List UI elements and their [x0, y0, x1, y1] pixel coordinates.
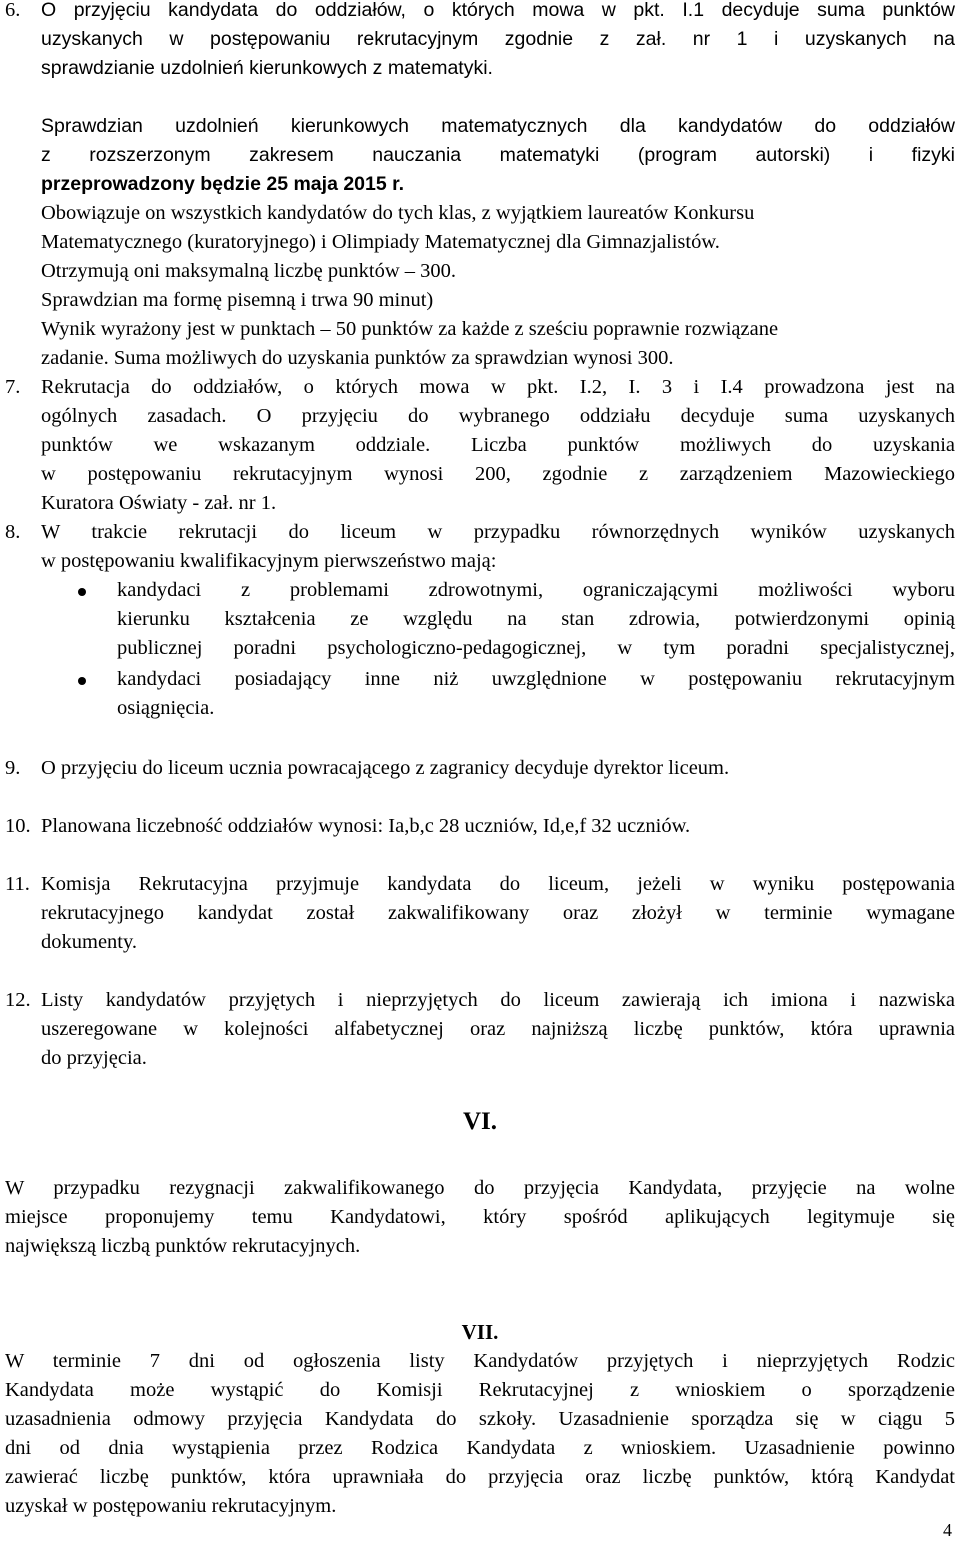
item-7-text: [41, 373, 955, 518]
section-vii-line: W terminie 7 dni od ogłoszenia listy Kandydatów przyjętych i nieprzyjętych Rodzic: [5, 1350, 955, 1372]
item-9-line: O przyjęciu do liceum ucznia powracającego z zagranicy decyduje dyrektor liceum.: [41, 757, 730, 779]
obligation-line: Otrzymują oni maksymalną liczbę punktów – 300.: [41, 260, 457, 282]
item-11-line: Komisja Rekrutacyjna przyjmuje kandydata do liceum, jeżeli w wyniku postępowania: [41, 873, 955, 895]
section-vii-line: uzasadnienia odmowy przyjęcia Kandydata do szkoły. Uzasadnienie sporządza się w ciągu 5: [5, 1408, 955, 1430]
item-8-number: 8.: [5, 521, 21, 543]
section-vii-line: Kandydata może wystąpić do Komisji Rekrutacyjnej z wnioskiem o sporządzenie: [5, 1379, 955, 1401]
obligation-line: Wynik wyrażony jest w punktach – 50 punktów za każde z sześciu poprawnie rozwiązane: [41, 318, 779, 340]
section-vii-line: uzyskał w postępowaniu rekrutacyjnym.: [5, 1495, 337, 1517]
item-6-line: sprawdzianie uzdolnień kierunkowych z matematyki.: [41, 57, 493, 79]
item-10-line: Planowana liczebność oddziałów wynosi: Ia,b,c 28 uczniów, Id,e,f 32 uczniów.: [41, 815, 691, 837]
section-vi-text: [5, 1174, 955, 1261]
obligation-line: Sprawdzian ma formę pisemną i trwa 90 minut): [41, 289, 434, 311]
item-7-number: 7.: [5, 376, 21, 398]
item-8-line: W trakcie rekrutacji do liceum w przypadku równorzędnych wyników uzyskanych: [41, 521, 955, 543]
item-7-line: punktów we wskazanym oddziale. Liczba punktów możliwych do uzyskania: [41, 434, 955, 456]
item-12-line: uszeregowane w kolejności alfabetycznej oraz najniższą liczbę punktów, która uprawnia: [41, 1018, 955, 1040]
item-11-line: rekrutacyjnego kandydat został zakwalifikowany oraz złożył w terminie wymagane: [41, 902, 955, 924]
item-7-line: ogólnych zasadach. O przyjęciu do wybranego oddziału decyduje suma uzyskanych: [41, 405, 955, 427]
item-12-number: 12.: [5, 989, 31, 1011]
item-9-text: [41, 754, 955, 783]
obligation-line: Obowiązuje on wszystkich kandydatów do tych klas, z wyjątkiem laureatów Konkursu: [41, 202, 755, 224]
item-6-number: 6.: [5, 0, 21, 21]
section-vii-heading: VII.: [461, 1320, 499, 1344]
section-vii-line: dni od dnia wystąpienia przez Rodzica Kandydata z wnioskiem. Uzasadnienie powinno: [5, 1437, 955, 1459]
section-vi-line: W przypadku rezygnacji zakwalifikowanego do przyjęcia Kandydata, przyjęcie na wolne: [5, 1177, 955, 1199]
section-vii-text: [5, 1347, 955, 1521]
item-6-line: uzyskanych w postępowaniu rekrutacyjnym zgodnie z zał. nr 1 i uzyskanych na: [41, 28, 955, 50]
item-12-line: do przyjęcia.: [41, 1047, 147, 1069]
item-7-line: Kuratora Oświaty - zał. nr 1.: [41, 492, 277, 514]
item-11-number: 11.: [5, 873, 30, 895]
bullet-icon: [78, 677, 86, 685]
section-vi-heading: VI.: [462, 1108, 498, 1135]
sprawdzian-line: z rozszerzonym zakresem nauczania matematyki (program autorski) i fizyki: [41, 144, 955, 166]
bullet-line: publicznej poradni psychologiczno-pedagogicznej, w tym poradni specjalistycznej,: [117, 637, 955, 659]
bullet-line: osiągnięcia.: [117, 697, 215, 719]
item-7-line: w postępowaniu rekrutacyjnym wynosi 200, zgodnie z zarządzeniem Mazowieckiego: [41, 463, 955, 485]
item-6-line: O przyjęciu kandydata do oddziałów, o których mowa w pkt. I.1 decyduje suma punktów: [41, 0, 955, 21]
item-9-number: 9.: [5, 757, 21, 779]
item-11-text: [41, 870, 955, 957]
item-11-line: dokumenty.: [41, 931, 138, 953]
sprawdzian-line: Sprawdzian uzdolnień kierunkowych matematycznych dla kandydatów do oddziałów: [41, 115, 955, 137]
bullet-icon: [78, 588, 86, 596]
bullet-line: kierunku kształcenia ze względu na stan zdrowia, potwierdzonymi opinią: [117, 608, 955, 630]
section-vi-line: największą liczbą punktów rekrutacyjnych.: [5, 1235, 361, 1257]
bullet-line: kandydaci z problemami zdrowotnymi, ograniczającymi możliwości wyboru: [117, 579, 955, 601]
item-6-intro: [41, 0, 955, 83]
section-vi-line: miejsce proponujemy temu Kandydatowi, który spośród aplikujących legitymuje się: [5, 1206, 955, 1228]
sprawdzian-date: przeprowadzony będzie 25 maja 2015 r.: [41, 173, 405, 195]
bullet-item-health: [117, 576, 955, 663]
obligation-line: Matematycznego (kuratoryjnego) i Olimpiady Matematycznej dla Gimnazjalistów.: [41, 231, 720, 253]
item-7-line: Rekrutacja do oddziałów, o których mowa w pkt. I.2, I. 3 i I.4 prowadzona jest na: [41, 376, 955, 398]
item-10-text: [41, 812, 955, 841]
sprawdzian-rules: [41, 199, 955, 373]
obligation-line: zadanie. Suma możliwych do uzyskania punktów za sprawdzian wynosi 300.: [41, 347, 674, 369]
item-8-text: [41, 518, 955, 576]
section-vii-line: zawierać liczbę punktów, która uprawniała do przyjęcia oraz liczbę punktów, którą Kandydat: [5, 1466, 955, 1488]
item-12-line: Listy kandydatów przyjętych i nieprzyjętych do liceum zawierają ich imiona i nazwiska: [41, 989, 955, 1011]
page-number: 4: [943, 1520, 952, 1540]
bullet-line: kandydaci posiadający inne niż uwzględnione w postępowaniu rekrutacyjnym: [117, 668, 955, 690]
item-10-number: 10.: [5, 815, 31, 837]
sprawdzian-description: [41, 112, 955, 199]
item-12-text: [41, 986, 955, 1073]
item-8-line: w postępowaniu kwalifikacyjnym pierwszeństwo mają:: [41, 550, 497, 572]
bullet-item-achievements: [117, 665, 955, 723]
